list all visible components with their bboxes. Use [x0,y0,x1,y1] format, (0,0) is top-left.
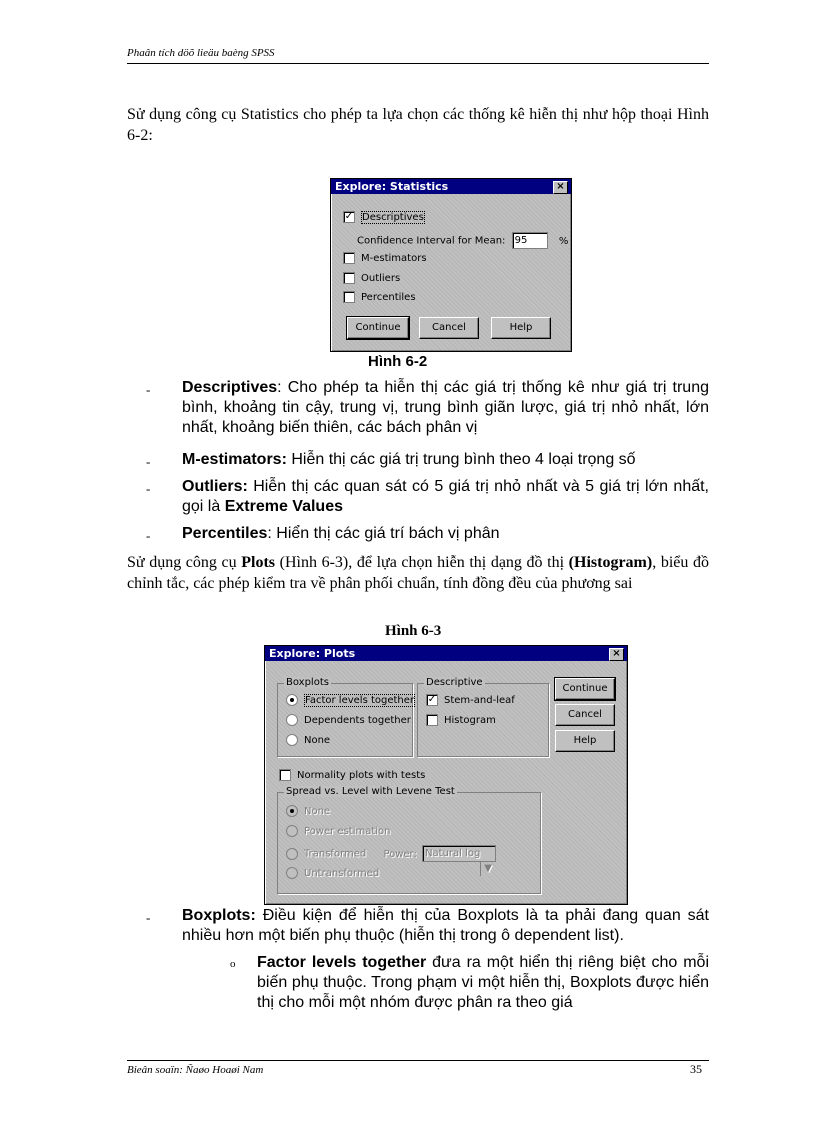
checkbox-icon [343,291,355,303]
bullet-dash: - [146,528,151,543]
checkbox-icon [343,272,355,284]
continue-button[interactable]: Continue [347,317,409,339]
plots-paragraph [127,552,709,594]
plots-text-a: Sử dụng công cụ [127,554,242,571]
untransformed-radio[interactable] [286,867,379,879]
spread-group-label: Spread vs. Level with Levene Test [286,786,455,797]
desc-factor-levels: đưa ra một hiển thị riêng biệt cho mỗi biến phụ thuộc. Trong phạm vi một hiễn thị, Boxplots được hiển thị cho mỗi một nhóm được phân ra theo giá [257,954,710,1011]
plots-text-c: (Hình 6-3), để lựa chọn hiễn thị dạng đồ thị [275,554,569,571]
confidence-interval-row [357,232,568,249]
m-estimators-checkbox[interactable] [343,252,427,264]
radio-disabled-icon [286,825,298,837]
histogram-term: (Histogram) [568,554,653,571]
dialog-title-bar[interactable] [265,646,627,661]
histogram-checkbox[interactable] [426,714,496,726]
ci-label: Confidence Interval for Mean: [357,235,506,247]
help-button[interactable]: Help [491,317,551,339]
desc-boxplots: Điều kiện để hiễn thị của Boxplots là ta phải đang quan sát nhiều hơn một biến phụ thuộc (hiễn thị trong ô dependent list). [182,907,709,944]
spread-vs-level-group [277,786,541,894]
bullet-dash: - [146,454,151,469]
desc-m-estimators: Hiễn thị các giá trị trung bình theo 4 loại trọng số [286,451,636,468]
none-radio[interactable] [286,734,330,746]
bullet-boxplots [182,906,709,946]
desc-percentiles: : Hiển thị các giá trí bách vị phân [267,525,500,542]
figure-caption-6-3: Hình 6-3 [385,623,442,639]
bullet-dash: - [146,910,151,925]
radio-disabled-icon [286,805,298,817]
bullet-outliers [182,477,709,517]
checkbox-icon [426,714,438,726]
bullet-m-estimators [182,450,709,470]
term-m-estimators: M-estimators: [182,451,287,468]
footer-rule [127,1060,709,1061]
factor-levels-radio[interactable] [286,694,415,706]
figure-caption-6-2: Hình 6-2 [368,353,428,370]
term-outliers: Outliers: [182,478,248,495]
bullet-descriptives [182,378,709,438]
none-label: None [304,735,331,746]
m-estimators-label: M-estimators [361,253,427,264]
dependents-together-radio[interactable] [286,714,411,726]
power-estimation-radio[interactable] [286,825,391,837]
percentiles-label: Percentiles [361,292,416,303]
checkbox-icon [343,252,355,264]
spread-none-label: None [304,806,331,817]
close-icon[interactable]: × [609,648,624,661]
bullet-dash: - [146,382,151,397]
normality-label: Normality plots with tests [297,770,426,781]
ci-input[interactable]: 95 [512,232,548,249]
radio-icon [286,734,298,746]
intro-paragraph: Sử dụng công cụ Statistics cho phép ta lựa chọn các thống kê hiễn thị như hộp thoại Hình 6-2: [127,106,709,144]
page-number: 35 [690,1062,702,1076]
term-extreme-values: Extreme Values [224,498,343,515]
term-descriptives: Descriptives [182,379,278,396]
normality-checkbox[interactable] [279,769,425,781]
dependents-label: Dependents together [304,715,411,726]
desc-descriptives: : Cho phép ta hiễn thị các giá trị thống kê như giá trị trung bình, khoảng tin cậy, trung vị, trung bình giãn lược, giá trị nhỏ nhất, lớn nhất, khoảng biến thiên, các bách phân vị [182,379,709,436]
ci-unit: % [558,235,569,247]
boxplots-group-label: Boxplots [286,677,329,688]
transformed-label: Transformed [304,848,367,860]
dialog-title: Explore: Statistics [335,180,449,193]
close-icon[interactable]: × [553,181,568,194]
help-button[interactable]: Help [555,730,615,752]
descriptives-label: Descriptives [362,212,424,223]
continue-button[interactable]: Continue [555,678,615,700]
stem-leaf-label: Stem-and-leaf [444,695,515,706]
checkbox-icon [279,769,291,781]
term-boxplots: Boxplots: [182,907,256,924]
power-estimation-label: Power estimation [304,826,391,837]
explore-statistics-dialog [330,178,572,352]
percentiles-checkbox[interactable] [343,291,416,303]
desc-outliers: Hiễn thị các quan sát có 5 giá trị nhỏ nhất và 5 giá trị lớn nhất, gọi là [182,478,709,515]
term-percentiles: Percentiles [182,525,268,542]
power-select-value: Natural log [425,848,481,859]
checkbox-checked-icon: ✓ [344,211,354,222]
descriptive-group-label: Descriptive [426,677,483,688]
plots-text-e: , biểu đồ chỉnh tắc, các phép kiểm tra về phân phối chuẩn, tính đồng đều của phương sai [127,554,709,592]
outliers-label: Outliers [361,273,401,284]
descriptives-checkbox[interactable] [343,211,425,223]
radio-disabled-icon [286,848,298,860]
dialog-title-bar[interactable] [331,179,571,194]
checkbox-checked-icon: ✓ [427,694,437,705]
power-label: Power: [383,848,417,860]
bullet-dash: - [146,481,151,496]
dropdown-arrow-icon: ▼ [480,861,495,876]
stem-leaf-checkbox[interactable] [426,694,515,706]
running-header: Phaân tích döõ lieäu baèng SPSS [127,47,275,59]
boxplots-group [277,677,415,757]
explore-plots-dialog [264,645,628,905]
factor-levels-label: Factor levels together [305,695,415,706]
outliers-checkbox[interactable] [343,272,400,284]
cancel-button[interactable]: Cancel [419,317,479,339]
term-factor-levels: Factor levels together [257,954,427,971]
power-select[interactable] [422,845,496,874]
histogram-label: Histogram [444,715,496,726]
cancel-button[interactable]: Cancel [555,704,615,726]
dialog-title: Explore: Plots [269,647,356,660]
plots-term: Plots [241,554,276,571]
radio-disabled-icon [286,867,298,879]
bullet-circle: o [230,958,236,970]
radio-selected-icon [286,694,298,706]
radio-icon [286,714,298,726]
footer-author: Bieân soaïn: Ñaøo Hoaøi Nam [127,1064,264,1076]
spread-none-radio[interactable] [286,805,330,817]
bullet-factor-levels [257,953,709,1013]
untransformed-label: Untransformed [304,868,380,879]
bullet-percentiles [182,524,709,544]
descriptive-group [417,677,549,757]
header-rule [127,63,709,64]
